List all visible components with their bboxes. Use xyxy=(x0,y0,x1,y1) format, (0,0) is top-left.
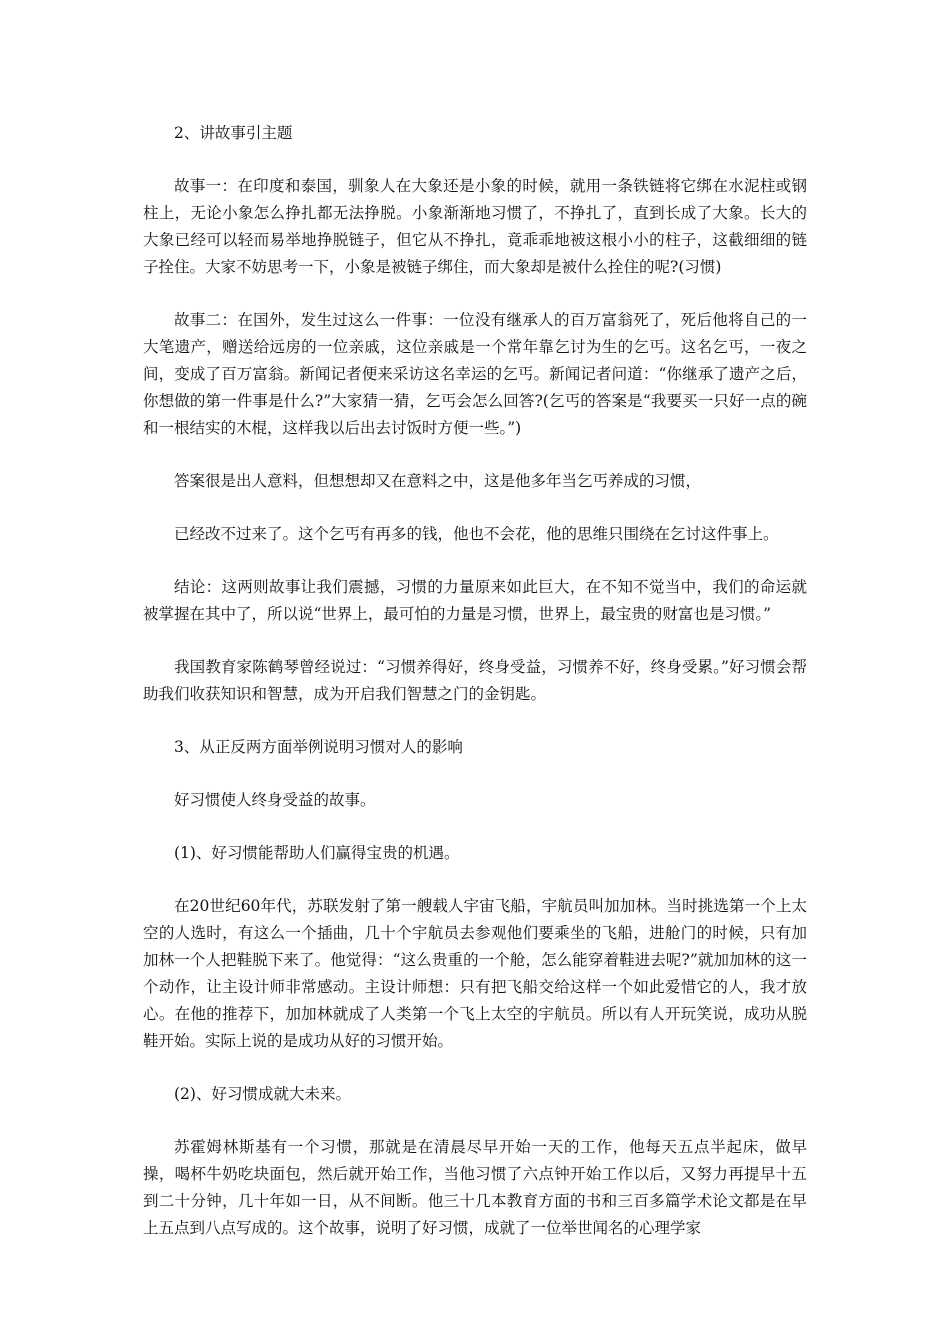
subheading-opportunity: (1)、好习惯能帮助人们赢得宝贵的机遇。 xyxy=(174,844,460,862)
answer-paragraph: 答案很是出人意料，但想想却又在意料之中，这是他多年当乞丐养成的习惯， xyxy=(174,472,702,490)
subheading-future: (2)、好习惯成就大未来。 xyxy=(174,1085,351,1103)
conclusion-paragraph: 结论：这两则故事让我们震撼，习惯的力量原来如此巨大，在不知不觉当中，我们的命运就被掌握在其中了，所以说“世界上，最可怕的力量是习惯，世界上，最宝贵的财富也是习惯。” xyxy=(143,578,807,623)
sukhomlinsky-paragraph: 苏霍姆林斯基有一个习惯，那就是在清晨尽早开始一天的工作，他每天五点半起床，做早操，喝杯牛奶吃块面包，然后就开始工作，当他习惯了六点钟开始工作以后，又努力再提早十五到二十分钟，几十年如一日，从不间断。他三十几本教育方面的书和三百多篇学术论文都是在早上五点到八点写成的。这个故事，说明了好习惯，成就了一位举世闻名的心理学家 xyxy=(143,1138,807,1237)
gagarin-paragraph: 在20世纪60年代，苏联发射了第一艘载人宇宙飞船，宇航员叫加加林。当时挑选第一个上太空的人选时，有这么一个插曲，几十个宇航员去参观他们要乘坐的飞船，进舱门的时候，只有加加林一个人把鞋脱下来了。他觉得：“这么贵重的一个舱，怎么能穿着鞋进去呢?”就加加林的这一个动作，让主设计师非常感动。主设计师想：只有把飞船交给这样一个如此爱惜它的人，我才放心。在他的推荐下，加加林就成了人类第一个飞上太空的宇航员。所以有人开玩笑说，成功从脱鞋开始。实际上说的是成功从好的习惯开始。 xyxy=(143,897,807,1050)
section-heading-examples: 3、从正反两方面举例说明习惯对人的影响 xyxy=(174,738,463,756)
story-two-paragraph: 故事二：在国外，发生过这么一件事：一位没有继承人的百万富翁死了，死后他将自己的一大笔遗产，赠送给远房的一位亲戚，这位亲戚是一个常年靠乞讨为生的乞丐。这名乞丐，一夜之间，变成了百万富翁。新闻记者便来采访这名幸运的乞丐。新闻记者问道：“你继承了遗产之后，你想做的第一件事是什么?”大家猜一猜，乞丐会怎么回答?(乞丐的答案是“我要买一只好一点的碗和一根结实的木棍，这样我以后出去讨饭时方便一些。”) xyxy=(143,311,807,437)
section-heading-story: 2、讲故事引主题 xyxy=(174,124,293,142)
story-one-paragraph: 故事一：在印度和泰国，驯象人在大象还是小象的时候，就用一条铁链将它绑在水泥柱或钢柱上，无论小象怎么挣扎都无法挣脱。小象渐渐地习惯了，不挣扎了，直到长成了大象。长大的大象已经可以轻而易举地挣脱链子，但它从不挣扎，竟乖乖地被这根小小的柱子，这截细细的链子拴住。大家不妨思考一下，小象是被链子绑住，而大象却是被什么拴住的呢?(习惯) xyxy=(143,177,807,276)
good-habit-intro: 好习惯使人终身受益的故事。 xyxy=(174,791,376,809)
answer-continued-paragraph: 已经改不过来了。这个乞丐有再多的钱，他也不会花，他的思维只围绕在乞讨这件事上。 xyxy=(174,525,779,543)
document-page xyxy=(143,120,807,1268)
quote-paragraph: 我国教育家陈鹤琴曾经说过：“习惯养得好，终身受益，习惯养不好，终身受累。”好习惯会帮助我们收获知识和智慧，成为开启我们智慧之门的金钥匙。 xyxy=(143,658,807,703)
